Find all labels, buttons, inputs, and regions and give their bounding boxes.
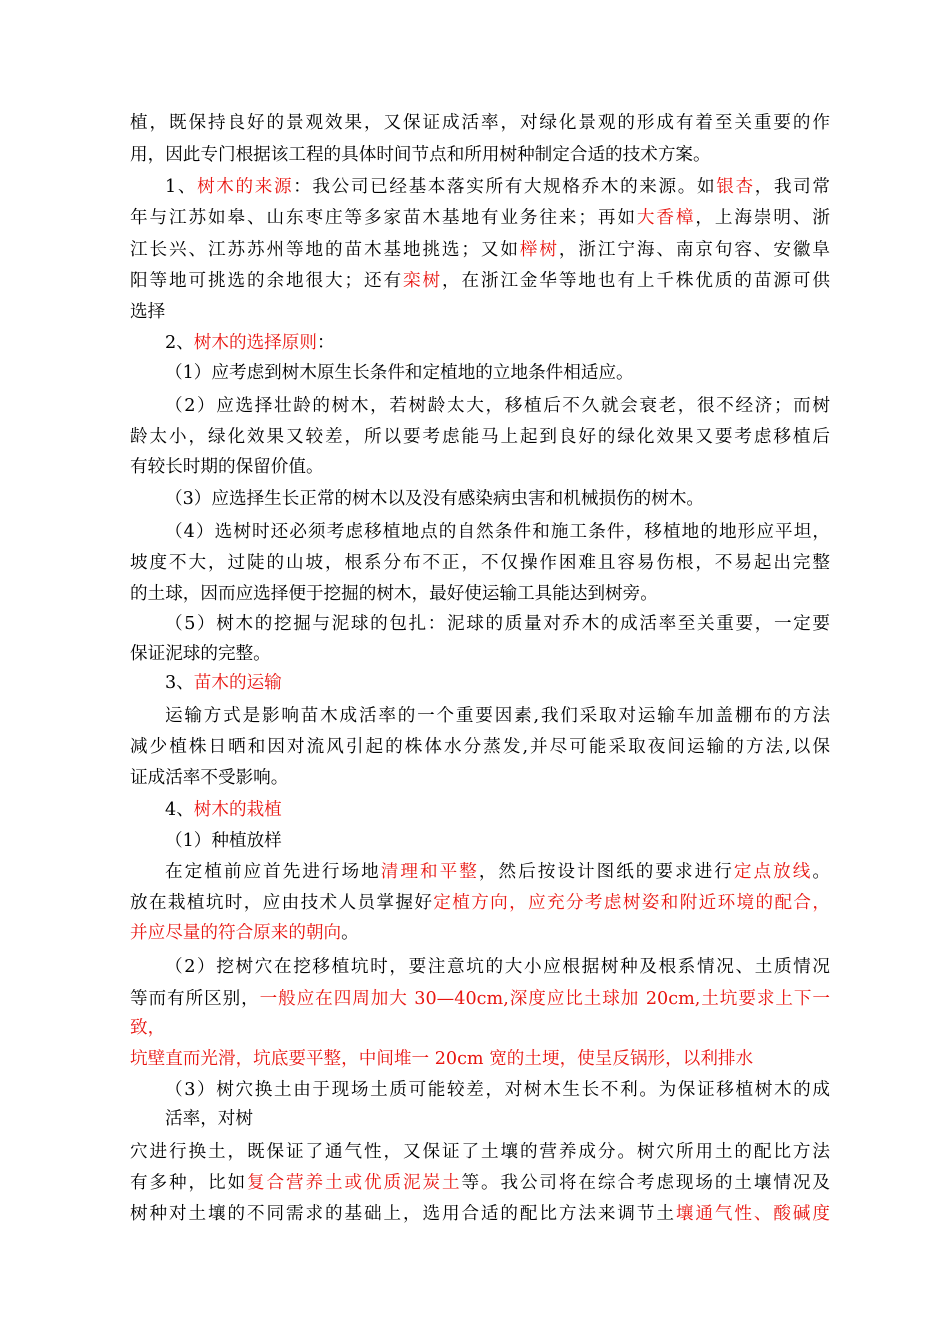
text-line [165,1075,830,1105]
body-text: （5）树木的挖掘与泥球的包扎：泥球的质量对乔木的成活率至关重要，一定要 [165,614,830,634]
body-text: 的土球，因而应选择便于挖掘的树木，最好使运输工具能达到树旁。 [130,584,658,604]
body-text: 4、 [165,800,194,820]
text-line [130,203,830,233]
body-text: 用，因此专门根据该工程的具体时间节点和所用树种制定合适的技术方案。 [130,145,711,165]
highlighted-text: 一般应在四周加大 30—40cm,深度应比土球加 20cm,土坑要求上下一 [259,989,830,1009]
highlighted-text: 栾树 [402,271,442,291]
highlighted-text: 致， [130,1018,166,1038]
body-text: ，浙江宁海、南京句容、安徽阜 [558,240,830,260]
highlighted-text: 树木的来源 [197,177,294,197]
text-line [165,701,830,731]
highlighted-text: 榉树 [519,240,559,260]
body-text: （1）种植放样 [165,831,282,851]
text-line [130,1199,830,1229]
body-text: 放在栽植坑时，应由技术人员掌握好 [130,893,434,913]
body-text: 1、 [165,177,198,197]
body-text: （3）应选择生长正常的树木以及没有感染病虫害和机械损伤的树木。 [165,489,705,509]
highlighted-text: 复合营养土或优质泥炭土 [246,1173,462,1193]
body-text: 阳等地可挑选的余地很大；还有 [130,271,403,291]
body-text: 树种对土壤的不同需求的基础上，选用合适的配比方法来调节土 [130,1204,676,1224]
body-text: ： [316,333,335,353]
body-text: 穴进行换土，既保证了通气性，又保证了土壤的营养成分。树穴所用土的配比方法 [130,1142,830,1162]
text-line [130,1168,830,1198]
body-text: （2）应选择壮龄的树木，若树龄太大，移植后不久就会衰老，很不经济；而树 [165,396,830,416]
body-text: （3）树穴换土由于现场土质可能较差，对树木生长不利。为保证移植树木的成 [165,1080,830,1100]
highlighted-text: 树木的栽植 [193,800,282,820]
text-line [130,732,830,762]
body-text: ，上海崇明、浙 [695,208,830,228]
text-line [165,857,830,887]
text-line [130,452,830,482]
text-line [130,984,830,1014]
text-line [165,609,830,639]
highlighted-text: 清理和平整 [380,862,479,882]
body-text: （2）挖树穴在挖移植坑时，要注意坑的大小应根据树种及根系情况、土质情况 [165,957,830,977]
body-text: 江长兴、江苏苏州等地的苗木基地挑选；又如 [130,240,520,260]
text-line [165,328,830,358]
body-text: 减少植株日晒和因对流风引起的株体水分蒸发,并尽可能采取夜间运输的方法,以保 [130,737,830,757]
text-line [130,639,830,669]
text-line [130,1044,830,1074]
text-line [165,172,830,202]
highlighted-text: 大香樟 [636,208,696,228]
text-line [165,484,830,514]
body-text: 选择 [130,302,166,322]
text-line [130,918,830,948]
body-text: 有多种，比如 [130,1173,247,1193]
body-text: 2、 [165,333,194,353]
body-text: 运输方式是影响苗木成活率的一个重要因素,我们采取对运输车加盖棚布的方法 [165,706,830,726]
text-line [165,668,830,698]
text-line [165,517,830,547]
body-text: 。 [812,862,830,882]
body-text: 活率，对树 [165,1109,253,1129]
text-line [130,422,830,452]
body-text: 在定植前应首先进行场地 [165,862,381,882]
body-text: ，我司常 [754,177,830,197]
body-text: 植，既保持良好的景观效果，又保证成活率，对绿化景观的形成有着至关重要的作 [130,113,830,133]
text-line [130,297,830,327]
text-line [130,1137,830,1167]
body-text: 等。我公司将在综合考虑现场的土壤情况及 [461,1173,830,1193]
text-line [165,826,830,856]
highlighted-text: 定植方向，应充分考虑树姿和附近环境的配合， [433,893,830,913]
text-line [165,391,830,421]
text-line [130,266,830,296]
body-text: 有较长时期的保留价值。 [130,457,324,477]
highlighted-text: 并应尽量的符合原来的朝向 [130,923,342,943]
text-line [165,358,830,388]
text-line [130,888,830,918]
text-line [165,795,830,825]
text-line [130,763,830,793]
text-line [130,108,830,138]
text-line [165,952,830,982]
highlighted-text: 定点放线 [733,862,813,882]
body-text: 证成活率不受影响。 [130,768,289,788]
highlighted-text: 苗木的运输 [193,673,282,693]
body-text: 坡度不大，过陡的山坡，根系分布不正，不仅操作困难且容易伤根，不易起出完整 [130,553,830,573]
text-line [130,548,830,578]
body-text: ，然后按设计图纸的要求进行 [478,862,734,882]
text-line [130,235,830,265]
body-text: 3、 [165,673,194,693]
body-text: （1）应考虑到树木原生长条件和定植地的立地条件相适应。 [165,363,634,383]
highlighted-text: 壤通气性、酸碱度 [675,1204,830,1224]
body-text: （4）选树时还必须考虑移植地点的自然条件和施工条件，移植地的地形应平坦， [165,522,830,542]
text-line [130,579,830,609]
body-text: 保证泥球的完整。 [130,644,271,664]
text-line [165,1104,830,1134]
text-line [130,1013,830,1043]
text-line [130,140,830,170]
body-text: 等而有所区别， [130,989,260,1009]
body-text: 龄太小，绿化效果又较差，所以要考虑能马上起到良好的绿化效果又要考虑移植后 [130,427,830,447]
highlighted-text: 树木的选择原则 [193,333,317,353]
highlighted-text: 坑壁直而光滑，坑底要平整，中间堆一 20cm 宽的土埂，使呈反锅形，以利排水 [130,1049,754,1069]
body-text: ：我公司已经基本落实所有大规格乔木的来源。如 [293,177,717,197]
body-text: 。 [341,923,359,943]
body-text: ，在浙江金华等地也有上千株优质的苗源可供 [441,271,830,291]
body-text: 年与江苏如皋、山东枣庄等多家苗木基地有业务往来；再如 [130,208,637,228]
highlighted-text: 银杏 [716,177,755,197]
